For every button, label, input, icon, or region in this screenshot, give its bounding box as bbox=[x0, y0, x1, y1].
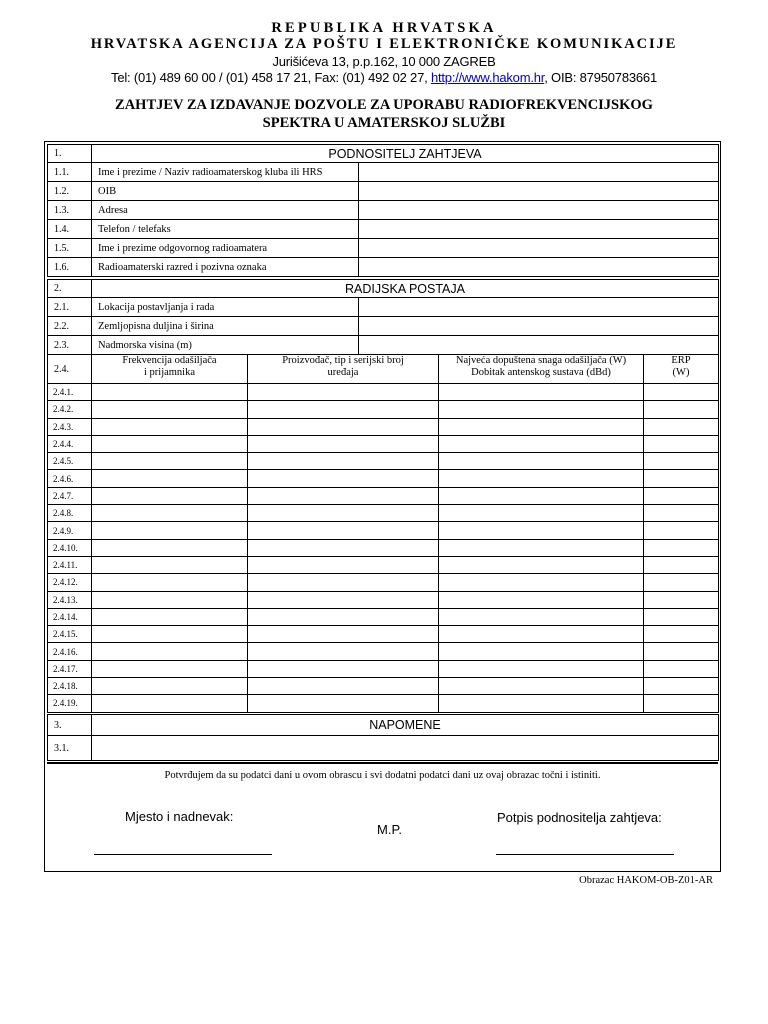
section-title: NAPOMENE bbox=[92, 715, 719, 736]
section-applicant bbox=[47, 144, 719, 277]
power-gain-input[interactable] bbox=[439, 608, 644, 625]
manufacturer-input[interactable] bbox=[248, 660, 439, 677]
row-num: 2.3. bbox=[48, 336, 92, 355]
col-erp: ERP (W) bbox=[644, 355, 719, 384]
manufacturer-input[interactable] bbox=[248, 556, 439, 573]
table-row bbox=[48, 182, 719, 201]
table-row bbox=[48, 608, 719, 625]
erp-input[interactable] bbox=[644, 695, 719, 712]
power-gain-input[interactable] bbox=[439, 574, 644, 591]
section-num: 3. bbox=[48, 715, 92, 736]
row-input[interactable] bbox=[359, 182, 719, 201]
section-notes bbox=[47, 714, 719, 761]
frequency-input[interactable] bbox=[92, 505, 248, 522]
equipment-row-num: 2.4.15. bbox=[48, 626, 92, 643]
form-code: Obrazac HAKOM-OB-Z01-AR bbox=[579, 875, 713, 886]
power-gain-input[interactable] bbox=[439, 505, 644, 522]
equipment-row-num: 2.4.3. bbox=[48, 418, 92, 435]
table-row bbox=[48, 163, 719, 182]
table-row bbox=[48, 418, 719, 435]
power-gain-input[interactable] bbox=[439, 384, 644, 401]
table-row bbox=[48, 258, 719, 277]
table-row bbox=[48, 643, 719, 660]
equipment-row-num: 2.4.11. bbox=[48, 556, 92, 573]
row-num: 2.1. bbox=[48, 298, 92, 317]
erp-input[interactable] bbox=[644, 435, 719, 452]
row-input[interactable] bbox=[359, 317, 719, 336]
table-row bbox=[48, 556, 719, 573]
declaration bbox=[47, 762, 718, 869]
table-row bbox=[48, 505, 719, 522]
table-row bbox=[48, 401, 719, 418]
power-gain-input[interactable] bbox=[439, 695, 644, 712]
table-row bbox=[48, 239, 719, 258]
website-link[interactable]: http://www.hakom.hr bbox=[430, 70, 545, 85]
section-num: 1. bbox=[48, 145, 92, 163]
manufacturer-input[interactable] bbox=[248, 591, 439, 608]
equipment-row-num: 2.4.4. bbox=[48, 435, 92, 452]
manufacturer-input[interactable] bbox=[248, 418, 439, 435]
table-row bbox=[48, 522, 719, 539]
power-gain-input[interactable] bbox=[439, 626, 644, 643]
table-row bbox=[48, 470, 719, 487]
equipment-row-num: 2.4.16. bbox=[48, 643, 92, 660]
power-gain-input[interactable] bbox=[439, 678, 644, 695]
table-row bbox=[48, 298, 719, 317]
row-num: 1.1. bbox=[48, 163, 92, 182]
erp-input[interactable] bbox=[644, 522, 719, 539]
col-frequency: Frekvencija odašiljača i prijamnika bbox=[92, 355, 248, 384]
section-title: RADIJSKA POSTAJA bbox=[92, 280, 719, 298]
erp-input[interactable] bbox=[644, 384, 719, 401]
erp-input[interactable] bbox=[644, 556, 719, 573]
erp-input[interactable] bbox=[644, 453, 719, 470]
equipment-row-num: 2.4.19. bbox=[48, 695, 92, 712]
table-row bbox=[48, 201, 719, 220]
frequency-input[interactable] bbox=[92, 695, 248, 712]
manufacturer-input[interactable] bbox=[248, 574, 439, 591]
col-power-gain: Najveća dopuštena snaga odašiljača (W) Dobitak antenskog sustava (dBd) bbox=[439, 355, 644, 384]
frequency-input[interactable] bbox=[92, 678, 248, 695]
row-input[interactable] bbox=[359, 258, 719, 277]
row-label: Nadmorska visina (m) bbox=[92, 336, 359, 355]
contact-oib: , OIB: 87950783661 bbox=[544, 70, 657, 85]
erp-input[interactable] bbox=[644, 608, 719, 625]
row-label: OIB bbox=[92, 182, 359, 201]
row-input[interactable] bbox=[359, 239, 719, 258]
power-gain-input[interactable] bbox=[439, 470, 644, 487]
row-num: 1.2. bbox=[48, 182, 92, 201]
table-row bbox=[48, 336, 719, 355]
equipment-row-num: 2.4.17. bbox=[48, 660, 92, 677]
table-row bbox=[48, 435, 719, 452]
equipment-row-num: 2.4.14. bbox=[48, 608, 92, 625]
frequency-input[interactable] bbox=[92, 487, 248, 504]
table-row bbox=[48, 574, 719, 591]
equipment-row-num: 2.4.1. bbox=[48, 384, 92, 401]
table-row bbox=[48, 539, 719, 556]
erp-input[interactable] bbox=[644, 643, 719, 660]
form-title-line1: ZAHTJEV ZA IZDAVANJE DOZVOLE ZA UPORABU RADIOFREKVENCIJSKOG bbox=[115, 97, 653, 113]
manufacturer-input[interactable] bbox=[248, 678, 439, 695]
table-row bbox=[48, 317, 719, 336]
signature-label: Potpis podnositelja zahtjeva: bbox=[497, 810, 662, 825]
manufacturer-input[interactable] bbox=[248, 384, 439, 401]
equipment-row-num: 2.4.9. bbox=[48, 522, 92, 539]
row-num: 2.2. bbox=[48, 317, 92, 336]
erp-input[interactable] bbox=[644, 660, 719, 677]
table-row bbox=[48, 487, 719, 504]
manufacturer-input[interactable] bbox=[248, 435, 439, 452]
row-label: Ime i prezime odgovornog radioamatera bbox=[92, 239, 359, 258]
frequency-input[interactable] bbox=[92, 660, 248, 677]
equipment-row-num: 2.4.8. bbox=[48, 505, 92, 522]
col-manufacturer: Proizvođač, tip i serijski broj uređaja bbox=[248, 355, 439, 384]
agency-country: REPUBLIKA HRVATSKA bbox=[271, 20, 497, 36]
table-row bbox=[48, 678, 719, 695]
table-row bbox=[48, 220, 719, 239]
place-date-label: Mjesto i nadnevak: bbox=[125, 809, 234, 824]
erp-input[interactable] bbox=[644, 574, 719, 591]
form-title-line2: SPEKTRA U AMATERSKOJ SLUŽBI bbox=[262, 115, 506, 131]
frequency-input[interactable] bbox=[92, 470, 248, 487]
equipment-row-num: 2.4.10. bbox=[48, 539, 92, 556]
section-num: 2. bbox=[48, 280, 92, 298]
equipment-row-num: 2.4.6. bbox=[48, 470, 92, 487]
frequency-input[interactable] bbox=[92, 574, 248, 591]
frequency-input[interactable] bbox=[92, 522, 248, 539]
manufacturer-input[interactable] bbox=[248, 522, 439, 539]
power-gain-input[interactable] bbox=[439, 435, 644, 452]
row-label: Lokacija postavljanja i rada bbox=[92, 298, 359, 317]
erp-input[interactable] bbox=[644, 678, 719, 695]
power-gain-input[interactable] bbox=[439, 556, 644, 573]
manufacturer-input[interactable] bbox=[248, 453, 439, 470]
table-row bbox=[48, 695, 719, 712]
frequency-input[interactable] bbox=[92, 608, 248, 625]
erp-input[interactable] bbox=[644, 487, 719, 504]
frequency-input[interactable] bbox=[92, 418, 248, 435]
equipment-row-num: 2.4.13. bbox=[48, 591, 92, 608]
row-input[interactable] bbox=[359, 220, 719, 239]
table-row bbox=[48, 660, 719, 677]
equipment-row-num: 2.4.2. bbox=[48, 401, 92, 418]
row-label: Radioamaterski razred i pozivna oznaka bbox=[92, 258, 359, 277]
manufacturer-input[interactable] bbox=[248, 643, 439, 660]
frequency-input[interactable] bbox=[92, 435, 248, 452]
manufacturer-input[interactable] bbox=[248, 401, 439, 418]
erp-input[interactable] bbox=[644, 505, 719, 522]
row-num: 1.3. bbox=[48, 201, 92, 220]
confirmation-text: Potvrđujem da su podatci dani u ovom obrascu i svi dodatni podatci dani uz ovaj obrazac točni i istiniti. bbox=[164, 770, 601, 781]
power-gain-input[interactable] bbox=[439, 453, 644, 470]
row-label: Zemljopisna duljina i širina bbox=[92, 317, 359, 336]
place-date-line[interactable] bbox=[94, 854, 272, 855]
agency-name: HRVATSKA AGENCIJA ZA POŠTU I ELEKTRONIČKE KOMUNIKACIJE bbox=[90, 36, 678, 52]
manufacturer-input[interactable] bbox=[248, 608, 439, 625]
row-label: Telefon / telefaks bbox=[92, 220, 359, 239]
row-label: Ime i prezime / Naziv radioamaterskog kluba ili HRS bbox=[92, 163, 359, 182]
section-title: PODNOSITELJ ZAHTJEVA bbox=[92, 145, 719, 163]
power-gain-input[interactable] bbox=[439, 487, 644, 504]
row-num: 1.5. bbox=[48, 239, 92, 258]
agency-address: Jurišićeva 13, p.p.162, 10 000 ZAGREB bbox=[272, 54, 496, 69]
frequency-input[interactable] bbox=[92, 626, 248, 643]
erp-input[interactable] bbox=[644, 470, 719, 487]
row-input[interactable] bbox=[359, 336, 719, 355]
power-gain-input[interactable] bbox=[439, 401, 644, 418]
agency-contact bbox=[0, 70, 768, 85]
power-gain-input[interactable] bbox=[439, 418, 644, 435]
equipment-row-num: 2.4.12. bbox=[48, 574, 92, 591]
row-input[interactable] bbox=[359, 201, 719, 220]
row-num: 3.1. bbox=[48, 736, 92, 761]
signature-line[interactable] bbox=[496, 854, 674, 855]
power-gain-input[interactable] bbox=[439, 539, 644, 556]
contact-phones: Tel: (01) 489 60 00 / (01) 458 17 21, Fax: (01) 492 02 27, bbox=[111, 70, 431, 85]
power-gain-input[interactable] bbox=[439, 591, 644, 608]
erp-input[interactable] bbox=[644, 626, 719, 643]
frequency-input[interactable] bbox=[92, 384, 248, 401]
frequency-input[interactable] bbox=[92, 643, 248, 660]
power-gain-input[interactable] bbox=[439, 643, 644, 660]
power-gain-input[interactable] bbox=[439, 522, 644, 539]
frequency-input[interactable] bbox=[92, 401, 248, 418]
erp-input[interactable] bbox=[644, 418, 719, 435]
row-input[interactable] bbox=[359, 163, 719, 182]
table-row bbox=[48, 626, 719, 643]
row-input[interactable] bbox=[359, 298, 719, 317]
section-radio-station bbox=[47, 279, 719, 713]
erp-input[interactable] bbox=[644, 591, 719, 608]
equipment-row-num: 2.4.7. bbox=[48, 487, 92, 504]
frequency-input[interactable] bbox=[92, 591, 248, 608]
notes-input[interactable] bbox=[92, 736, 719, 761]
erp-input[interactable] bbox=[644, 401, 719, 418]
row-label: Adresa bbox=[92, 201, 359, 220]
table-row bbox=[48, 384, 719, 401]
table-row bbox=[48, 453, 719, 470]
manufacturer-input[interactable] bbox=[248, 539, 439, 556]
manufacturer-input[interactable] bbox=[248, 626, 439, 643]
equipment-row-num: 2.4.5. bbox=[48, 453, 92, 470]
manufacturer-input[interactable] bbox=[248, 695, 439, 712]
power-gain-input[interactable] bbox=[439, 660, 644, 677]
row-num: 1.4. bbox=[48, 220, 92, 239]
table-row bbox=[48, 591, 719, 608]
stamp-label: M.P. bbox=[377, 822, 403, 837]
application-form bbox=[44, 141, 721, 872]
frequency-input[interactable] bbox=[92, 539, 248, 556]
manufacturer-input[interactable] bbox=[248, 470, 439, 487]
erp-input[interactable] bbox=[644, 539, 719, 556]
manufacturer-input[interactable] bbox=[248, 505, 439, 522]
frequency-input[interactable] bbox=[92, 556, 248, 573]
equipment-num: 2.4. bbox=[48, 355, 92, 384]
row-num: 1.6. bbox=[48, 258, 92, 277]
frequency-input[interactable] bbox=[92, 453, 248, 470]
manufacturer-input[interactable] bbox=[248, 487, 439, 504]
equipment-row-num: 2.4.18. bbox=[48, 678, 92, 695]
